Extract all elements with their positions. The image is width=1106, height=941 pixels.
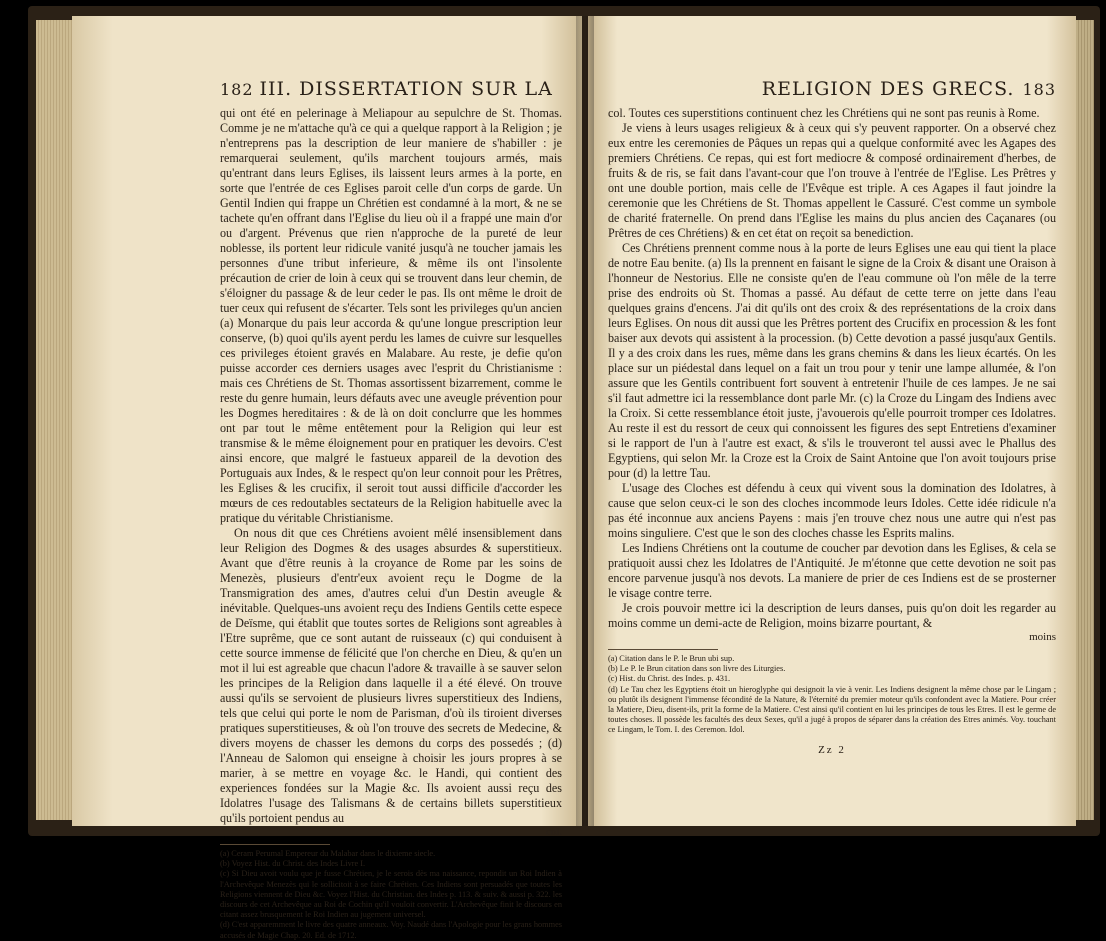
footnotes [608, 654, 1056, 736]
body-text [608, 106, 1056, 631]
signature-mark: Zz 2 [818, 743, 846, 756]
page-number: 183 [1022, 80, 1056, 99]
gutter-shadow [576, 16, 594, 826]
footnote: (b) Voyez Hist. du Christ. des Indes Livre I. [220, 859, 366, 869]
catchword: col. [545, 826, 562, 838]
footnote: (c) Si Dieu avoit voulu que je fusse Chrétien, je le serois dès ma naissance, repondit un Roi Indien à l'Archevêque Menezès qui le sollicitoit à se faire Chrétien. Ces Indiens sont persuadés que toutes les Religions viennent de Dieu &c. Voyez l'Hist. du Christian. des Indes p. 113. & suiv. & aussi p. 322. les discours de cet Archevêque au Roi de Cochin qu'il vouloit convertir. L'Archevêque finit le discours en citant assez brusquement le Roi Indien au jugement universel. [220, 869, 562, 920]
footnote: (d) C'est apparemment le livre des quatre anneaux. Voy. Naudé dans l'Apologie pour les grans hommes accusés de Magie Chap. 20. Ed. de 1712. [220, 920, 562, 940]
footnote: (d) Le Tau chez les Egyptiens étoit un hieroglyphe qui designoit la vie à venir. Les Indiens designent la même chose par le Lingam ; ou plutôt ils designent l'immense fécondité de la Nature, & l'éternité du premier moteur qu'ils confondent avec la Matiere. Pour créer la Matiere, Dieu, disent-ils, prit la forme de la Matiere. C'est ainsi qu'il contient en lui les principes de tous les Etres. Il est le germe de toutes choses. Il possède les facultés des deux Sexes, qu'il a jugé à propos de séparer dans la création des Etres animés. Voy. touchant ce Lingam, le Tom. I. des Ceremon. Idol. [608, 684, 1056, 735]
header-title: RELIGION DES GRECS. [761, 78, 1015, 100]
running-header-right [608, 78, 1056, 102]
footnote: (b) Le P. le Brun citation dans son livre des Liturgies. [608, 664, 786, 674]
paragraph: col. Toutes ces superstitions continuent chez les Chrétiens qui ne sont pas reunis à Rome. [608, 106, 1040, 120]
footnote: (c) Hist. du Christ. des Indes. p. 431. [608, 674, 731, 684]
paragraph: Ces Chrétiens prennent comme nous à la porte de leurs Eglises une eau qui tient la place de notre Eau benite. (a) Ils la prennent en faisant le signe de la Croix & disant une Oraison à l'honneur de Nestorius. Elle ne consiste qu'en de l'eau commune où l'on mêle de la terre prise des endroits où St. Thomas a passé. Au défaut de cette terre on jette dans l'eau quelques grains d'encens. J'ai dit qu'ils ont des croix & des représentations de la croix dans leurs Eglises. On nous dit aussi que les Prêtres portent des Crucifix en procession & les font baiser aux devots qui assistent à la procession. (b) Cette devotion a passé jusqu'aux Gentils. Il y a des croix dans les rues, même dans les grans chemins & dans les lieux écartés. On les place sur un piédestal dans lequel on a fait un trou pour y tenir une lampe allumée, & l'on assure que les Gentils contribuent fort souvent à entretenir l'huile de ces lampes. Je ne sai s'il faut admettre ici la ressemblance dont parle Mr. (c) la Croze du Lingam des Indiens avec la Croix. Si cette ressemblance étoit juste, j'avouerois qu'elle pourroit tromper ces Idolatres. Au reste il est du ressort de ceux qui connoissent les figures des sept Entretiens d'examiner si le rapport de l'un à l'autre est exact, & s'ils le trouveront tel aussi avec le Phallus des Egyptiens, qui selon Mr. la Croze est la Croix de Saint Antoine que l'on avoit toujours prise pour (d) la lettre Tau. [608, 241, 1056, 480]
page-number: 182 [220, 80, 254, 99]
body-text [220, 106, 562, 826]
running-header-left [220, 78, 562, 102]
paragraph: qui ont été en pelerinage à Meliapour au sepulchre de St. Thomas. Comme je ne m'attache qu'à ce qui a quelque rapport à la Religion ; je n'entreprens pas la description de leur maniere de s'habiller : je remarquerai seulement, qu'ils marchent toujours armés, mais qu'entrant dans leurs Eglises, ils laissent leurs armes à la porte, en sorte que l'entrée de ces Eglises paroit celle d'un corps de garde. Un Gentil Indien qui frappe un Chrétien est condamné à la mort, & ne se tachete qu'en offrant dans l'Eglise du lieu où il a frappé une main d'or ou d'argent. Prévenus que rien n'approche de la pureté de leur noblesse, ils portent leur ridicule vanité jusqu'à ne toucher jamais les personnes d'une tribut inferieure, & même ils ont l'insolente précaution de crier de loin à ceux qui se trouvent dans leur chemin, de s'éloigner du passage & de leur ceder le pas. Ils ont même le droit de tuer ceux qui refusent de s'écarter. Tels sont les privileges qu'un ancien (a) Monarque du pais leur accorda & qu'une longue prescription leur conserve, (b) quoi qu'ils ayent perdu les lames de cuivre sur lesquelles ces privileges étoient gravés en Malabare. Au reste, je defie qu'on puisse accorder ces derniers usages avec l'esprit du Christianisme : mais ces Chrétiens de St. Thomas assortissent bizarrement, comme le reste du genre humain, leurs défauts avec une aveugle prévention pour les Dogmes hereditaires : & de là on doit conclurre que les hommes ont par tout le même entêtement pour la Religion qui leur est transmise & le même éloignement pour en pratiquer les devoirs. C'est ainsi encore, que malgré le fastueux appareil de la devotion des Portuguais aux Indes, & le respect qu'on leur connoit pour les Prêtres, les Eglises & les crucifix, il seroit tout aussi difficile d'accorder les mœurs de ces redoutables sectateurs de la Religion habituelle avec la pratique du véritable Christianisme. [220, 106, 562, 525]
footnotes [220, 849, 562, 941]
paragraph: On nous dit que ces Chrétiens avoient mêlé insensiblement dans leur Religion des Dogmes & des usages absurdes & superstitieux. Avant que d'être reunis à la croyance de Rome par les soins de Menezès, plusieurs d'entr'eux avoient reçu le Dogme de la Transmigration des ames, d'autres celui d'un Destin aveugle & inévitable. Quelques-uns avoient reçu des Indiens Gentils cette espece de Deïsme, qui établit que toutes sortes de Religions sont agreables à l'Etre suprême, que ce sont autant de ruisseaux (c) qui conduisent à cette source immense de félicité que l'on cherche en Dieu, & qu'en un mot il lui est agreable que chacun l'adore & travaille à se sauver selon les principes de la Religion dans laquelle il a été élevé. On trouve aussi qu'ils se servoient de plusieurs livres superstitieux des Indiens, tels que celui qui porte le nom de Parisman, d'où ils tiroient diverses pratiques superstitieuses, & où l'on trouve des secrets de Medecine, & divers moyens de chasser les demons du corps des possedés ; (d) l'Anneau de Salomon qui enseigne à choisir les jours propres à se marier, à se mettre en voyage &c. le Handi, qui contient des experiences fondées sur la Magie &c. Ils avoient aussi reçu des Idolatres l'usage des Talismans & de certains billets superstitieux qu'ils portoient pendus au [220, 526, 562, 825]
footnote: (a) Citation dans le P. le Brun ubi sup. [608, 654, 735, 663]
header-title: III. DISSERTATION SUR LA [259, 78, 553, 100]
paragraph: L'usage des Cloches est défendu à ceux qui vivent sous la domination des Idolatres, à cause que selon ceux-ci le son des cloches incommode leurs Idoles. Cette idée ridicule n'a pas été inconnue aux anciens Payens : mais j'en trouve chez nous une autre qui n'est pas moins singuliere. C'est que le son des cloches chasse les Esprits malins. [608, 481, 1056, 540]
left-page [72, 16, 582, 940]
footnote-rule [608, 649, 718, 650]
right-page [588, 16, 1076, 826]
paragraph: Les Indiens Chrétiens ont la coutume de coucher par devotion dans les Eglises, & cela se pratiquoit aussi chez les Idolatres de l'Antiquité. Je m'étonne que cette devotion ne soit pas encore parvenue jusqu'à nos devots. La maniere de prier de ces Indiens est de se prosterner le visage contre terre. [608, 541, 1056, 600]
footnote: (a) Ceram Perumal Empereur du Malabar dans le dixieme siecle. [220, 849, 436, 858]
paragraph: Je crois pouvoir mettre ici la description de leurs danses, puis qu'on doit les regarder au moins comme un demi-acte de Religion, moins bizarre pourtant, & [608, 601, 1056, 630]
catchword: moins [1029, 631, 1056, 643]
book-spread [28, 6, 1100, 940]
page-edges-left [36, 20, 76, 820]
footnote-rule [220, 844, 330, 845]
paragraph: Je viens à leurs usages religieux & à ceux qui s'y peuvent rapporter. On a observé chez eux entre les ceremonies de Pâques un repas qui a quelque conformité avec les Agapes des premiers Chrétiens. Ce repas, qui est fort mediocre & composé ordinairement d'herbes, de fruits & de ris, se fait dans l'avant-cour que l'on trouve à l'entrée de l'Eglise. Les Prêtres y ont une double portion, mais celle de l'Evêque est triple. A ces Agapes il faut joindre la ceremonie que les Chrétiens de St. Thomas appellent le Cassuré. C'est comme un symbole de charité fraternelle. On prend dans l'Eglise les mains du plus ancien des Caçanares (ou Prêtres de ces Chrétiens) & en cet état on reçoit sa benediction. [608, 121, 1056, 240]
